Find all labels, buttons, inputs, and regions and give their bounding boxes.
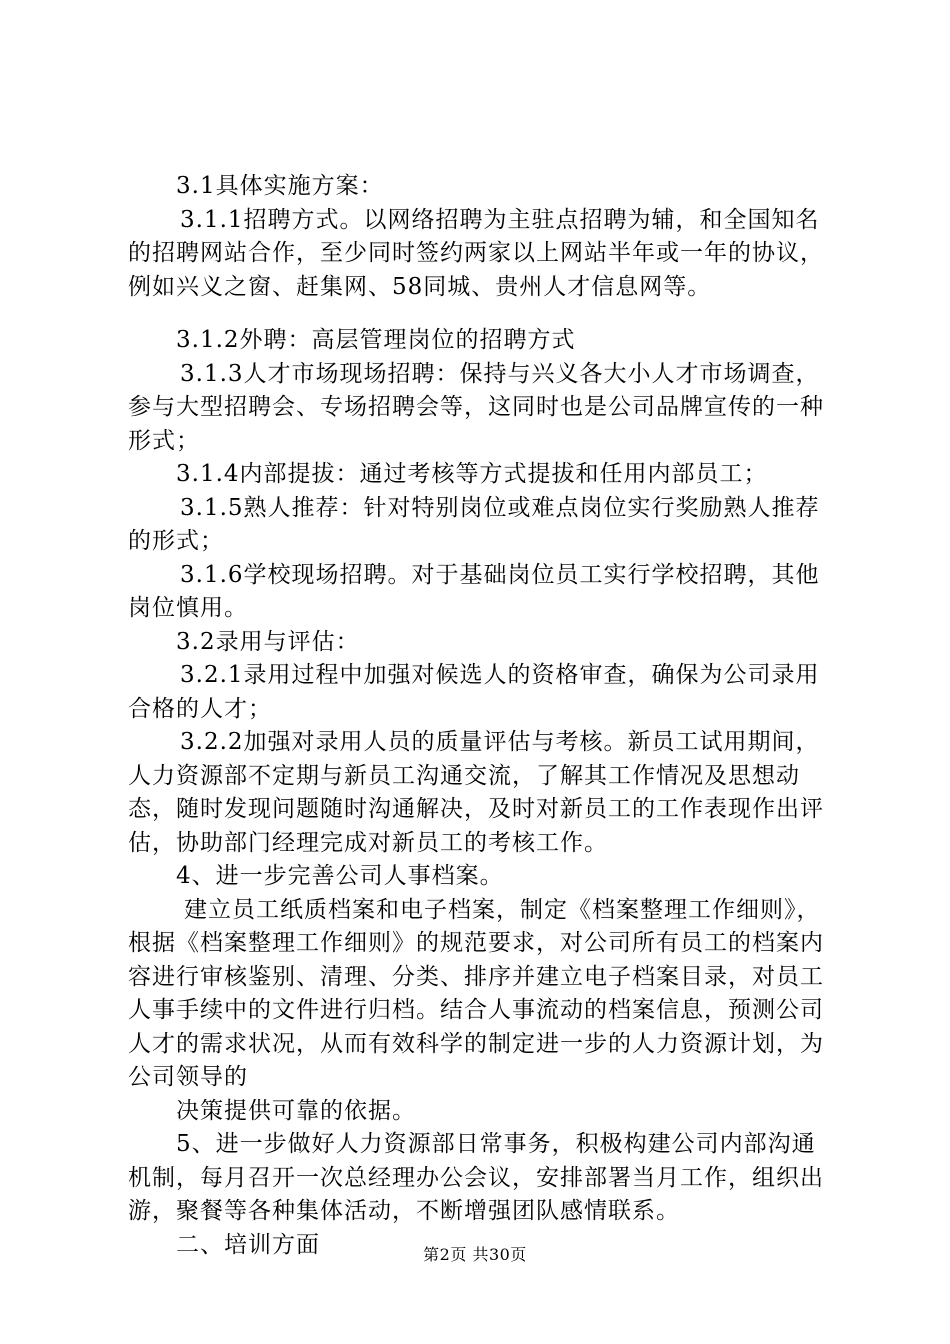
paragraph-spacer: [128, 304, 838, 324]
paragraph-archive: 建立员工纸质档案和电子档案，制定《档案整理工作细则》，根据《档案整理工作细则》的规范要求，对公司所有员工的档案内容进行审核鉴别、清理、分类、排序并建立电子档案目录，对员工人事手续中的文件进行归档。结合人事流动的档案信息，预测公司人才的需求状况，从而有效科学的制定进一步的人力资源计划，为公司领导的: [128, 896, 824, 1090]
paragraph-3-2-1: 3.2.1录用过程中加强对候选人的资格审查，确保为公司录用合格的人才；: [128, 662, 820, 722]
section-heading-3-1: 3.1具体实施方案：: [176, 173, 384, 199]
paragraph-archive-continued: 决策提供可靠的依据。: [176, 1097, 416, 1124]
paragraph-3-1-3: 3.1.3人才市场现场招聘：保持与兴义各大小人才市场调查，参与大型招聘会、专场招聘会等，这同时也是公司品牌宣传的一种形式；: [128, 360, 824, 454]
section-heading-3-2: 3.2录用与评估：: [176, 628, 360, 655]
section-heading-4: 4、进一步完善公司人事档案。: [176, 863, 504, 889]
paragraph-section-5: 5、进一步做好人力资源部日常事务，积极构建公司内部沟通机制，每月召开一次总经理办公会议，安排部署当月工作，组织出游，聚餐等各种集体活动，不断增强团队感情联系。: [128, 1131, 824, 1224]
paragraph-3-1-1: 3.1.1招聘方式。以网络招聘为主驻点招聘为辅，和全国知名的招聘网站合作，至少同时签约两家以上网站半年或一年的协议，例如兴义之窗、赶集网、58同城、贵州人才信息网等。: [128, 206, 824, 300]
paragraph-3-1-5: 3.1.5熟人推荐：针对特别岗位或难点岗位实行奖励熟人推荐的形式；: [128, 494, 820, 554]
paragraph-3-1-2: 3.1.2外聘：高层管理岗位的招聘方式: [176, 327, 576, 353]
section-heading-training: 二、培训方面: [176, 1231, 320, 1258]
paragraph-3-1-6: 3.1.6学校现场招聘。对于基础岗位员工实行学校招聘，其他岗位慎用。: [128, 561, 820, 621]
paragraph-3-2-2: 3.2.2加强对录用人员的质量评估与考核。新员工试用期间，人力资源部不定期与新员工沟通交流，了解其工作情况及思想动态，随时发现问题随时沟通解决，及时对新员工的工作表现作出评估，协助部门经理完成对新员工的考核工作。: [128, 729, 824, 856]
paragraph-3-1-4: 3.1.4内部提拔：通过考核等方式提拔和任用内部员工；: [176, 461, 768, 487]
document-body: [128, 170, 838, 1262]
page-number-footer: 第2页 共30页: [423, 1245, 527, 1264]
